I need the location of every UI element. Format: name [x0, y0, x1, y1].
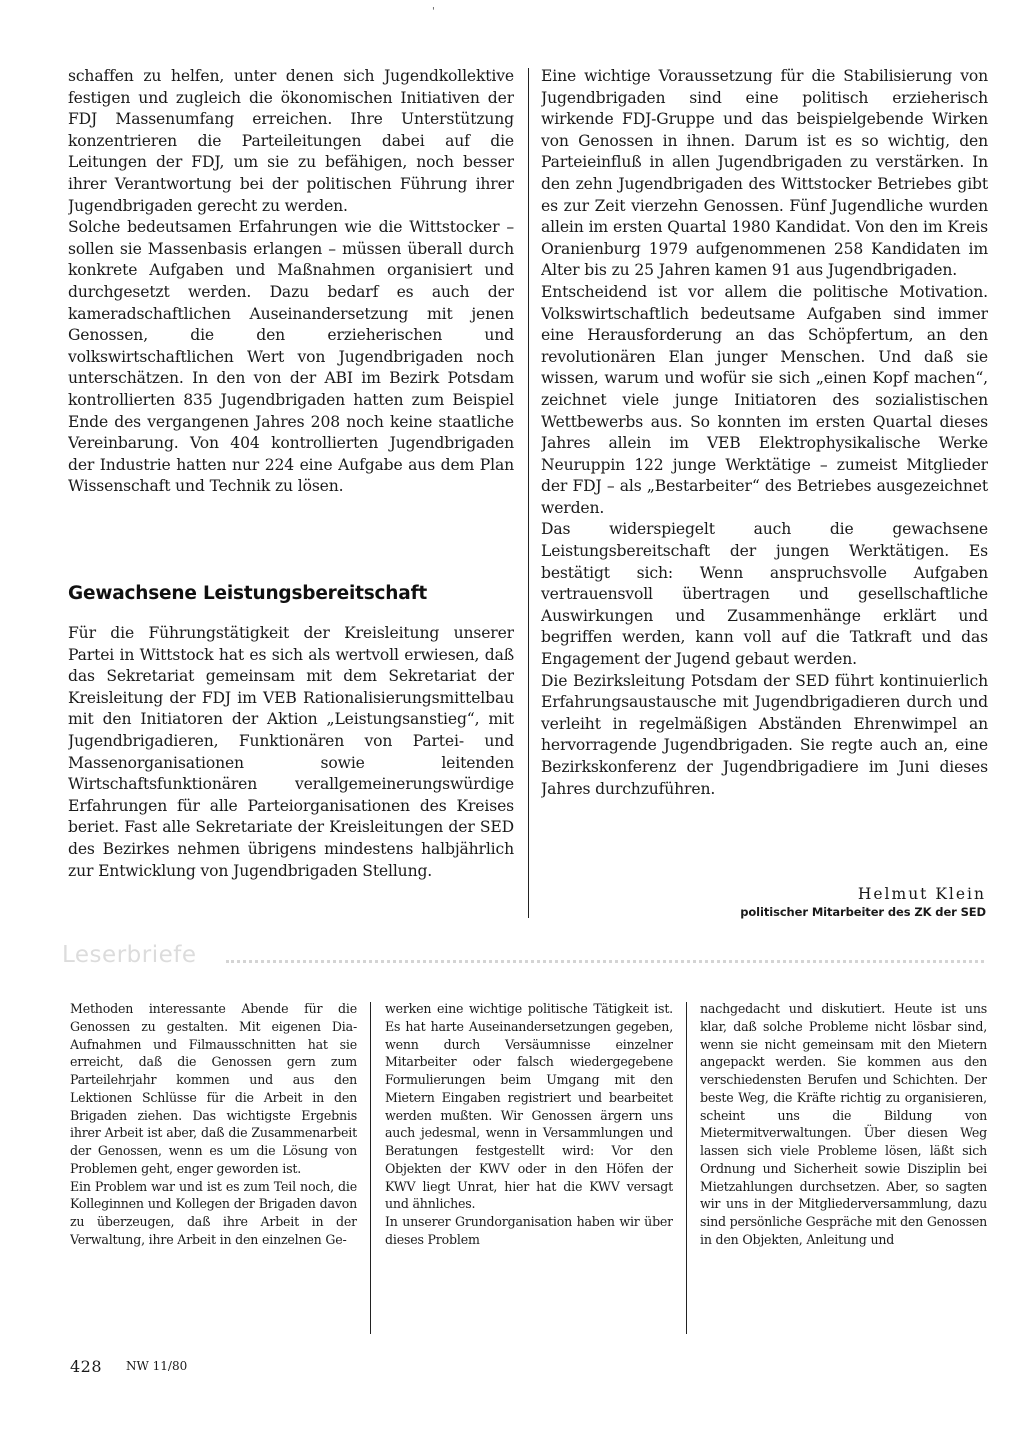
column-divider — [528, 68, 529, 918]
letter-paragraph: werken eine wichtige politische Tätigkeit ist. Es hat harte Auseinandersetzungen gegeben, wenn durch Versäumnisse einzelner Mitarbeiter oder falsch wiedergegebene Formulierungen beim Umgang mit den Mietern Eingaben registriert und bearbeitet werden mußten. Wir Genossen ärgern uns auch jedesmal, wenn in Versammlungen und Beratungen festgestellt wird: Vor den Objekten der KWV oder in den Höfen der KWV liegt Unrat, hier hat die KWV versagt und ähnliches. — [385, 1001, 673, 1212]
article-column-left-lower — [68, 623, 514, 925]
section-title: Leserbriefe — [62, 942, 197, 968]
letter-paragraph: nachgedacht und diskutiert. Heute ist uns klar, daß solche Probleme nicht lösbar sind, wenn sie nicht gemeinsam mit den Mietern angepackt werden. Sie kommen aus den verschiedensten Berufen und Schichten. Der beste Weg, die Kräfte richtig zu organisieren, scheint uns die Bildung von Mietermitverwaltungen. Über diesen Weg lassen sich viele Probleme lösen, läßt sich Ordnung und Sicherheit sowie Disziplin bei Mietzahlungen durchsetzen. Aber, so sagten wir uns in der Mitgliederversammlung, dazu sind persönliche Gespräche mit den Genossen in den Objekten, Anleitung und — [700, 1001, 987, 1247]
letter-paragraph: Ein Problem war und ist es zum Teil noch, die Kolleginnen und Kollegen der Brigaden davon zu überzeugen, daß ihre Arbeit in der Verwaltung, ihre Arbeit in den einzelnen Ge- — [70, 1178, 357, 1247]
letters-column-3 — [700, 1000, 987, 1338]
page-number: 428 — [70, 1357, 103, 1376]
letter-paragraph: In unserer Grundorganisation haben wir über dieses Problem — [385, 1214, 673, 1247]
section-divider — [226, 960, 984, 963]
letter-paragraph: Methoden interessante Abende für die Genossen zu gestalten. Mit eigenen Dia-Aufnahmen und Filmausschnitten hat sie erreicht, daß die Genossen gern zum Parteilehrjahr kommen und aus den Lektionen Schlüsse für die Arbeit in den Brigaden ziehen. Das wichtigste Ergebnis ihrer Arbeit ist aber, daß die Zusammenarbeit der Genossen, wenn es um die Lösung von Problemen geht, enger geworden ist. — [70, 1001, 357, 1176]
author-name: Helmut Klein — [857, 885, 986, 903]
top-marker: ' — [432, 6, 435, 17]
article-paragraph: Für die Führungstätigkeit der Kreisleitung unserer Partei in Wittstock hat es sich als wertvoll erwiesen, daß das Sekretariat gemeinsam mit dem Sekretariat der Kreisleitung der FDJ im VEB Rationalisierungsmittelbau mit den Initiatoren der Aktion „Leistungsanstieg“, mit Jugendbrigadieren, Funktionären von Partei- und Massenorganisationen sowie leitenden Wirtschaftsfunktionären verallgemeinerungswürdige Erfahrungen für alle Parteiorganisationen des Kreises beriet. Fast alle Sekretariate der Kreisleitungen der SED des Bezirkes nehmen übrigens mindestens halbjährlich zur Entwicklung von Jugendbrigaden Stellung. — [68, 624, 514, 880]
article-paragraph: Solche bedeutsamen Erfahrungen wie die Wittstocker – sollen sie Massenbasis erlangen – müssen überall durch konkrete Aufgaben und Maßnahmen organisiert und durchgesetzt werden. Dazu bedarf es auch der kameradschaftlichen Auseinandersetzung mit jenen Genossen, die den erzieherischen und volkswirtschaftlichen Wert von Jugendbrigaden noch unterschätzen. In den von der ABI im Bezirk Potsdam kontrollierten 835 Jugendbrigaden hatten zum Beispiel Ende des vergangenen Jahres 208 noch keine staatliche Vereinbarung. Von 404 kontrollierten Jugendbrigaden der Industrie hatten nur 224 eine Aufgabe aus dem Plan Wissenschaft und Technik zu lösen. — [68, 218, 514, 496]
article-column-right — [541, 66, 988, 882]
article-paragraph: Entscheidend ist vor allem die politische Motivation. Volkswirtschaftlich bedeutsame Aufgaben sind immer eine Herausforderung an das Schöpfertum, an den revolutionären Elan junger Menschen. Und daß sie wissen, warum und wofür sie sich „einen Kopf machen“, zeichnet viele junge Initiatoren des sozialistischen Wettbewerbs aus. So konnten im ersten Quartal dieses Jahres allein im VEB Elektrophysikalische Werke Neuruppin 122 junge Werktätige – zumeist Mitglieder der FDJ – als „Bestarbeiter“ des Betriebes ausgezeichnet werden. — [541, 282, 988, 517]
column-divider — [686, 1002, 687, 1334]
article-paragraph: Eine wichtige Voraussetzung für die Stabilisierung von Jugendbrigaden sind eine politisch erzieherisch wirkende FDJ-Gruppe und das beispielgebende Wirken von Genossen in ihnen. Darum ist es so wichtig, den Parteieinfluß in allen Jugendbrigaden zu verstärken. In den zehn Jugendbrigaden des Wittstocker Betriebes gibt es zur Zeit vierzehn Genossen. Fünf Jugendliche wurden allein im ersten Quartal 1980 Kandidat. Von den im Kreis Oranienburg 1979 aufgenommenen 258 Kandidaten im Alter bis zu 25 Jahren kamen 91 aus Jugendbrigaden. — [541, 67, 988, 280]
issue-label: NW 11/80 — [126, 1359, 188, 1373]
letters-column-2 — [385, 1000, 673, 1338]
article-paragraph: Das widerspiegelt auch die gewachsene Leistungsbereitschaft der jungen Werktätigen. Es bestätigt sich: Wenn anspruchsvolle Aufgaben vertrauensvoll übertragen und gesellschaftliche Auswirkungen und Zusammenhänge erklärt und begriffen werden, kann voll auf die Tatkraft und das Engagement der Jugend gebaut werden. — [541, 520, 988, 669]
column-divider — [370, 1002, 371, 1334]
article-paragraph: Die Bezirksleitung Potsdam der SED führt kontinuierlich Erfahrungsaustausche mit Jugendbrigadieren durch und verleiht in regelmäßigen Abständen Ehrenwimpel an hervorragende Jugendbrigaden. Sie regte auch an, eine Bezirkskonferenz der Jugendbrigadiere im Juni dieses Jahres durchzuführen. — [541, 671, 988, 798]
article-column-left — [68, 66, 514, 574]
author-role: politischer Mitarbeiter des ZK der SED — [740, 905, 986, 919]
letters-column-1 — [70, 1000, 357, 1338]
article-subheading: Gewachsene Leistungsbereitschaft — [68, 583, 428, 604]
article-paragraph: schaffen zu helfen, unter denen sich Jugendkollektive festigen und zugleich die ökonomischen Initiativen der FDJ Massenumfang erreichen. Ihre Unterstützung konzentrieren die Parteileitungen dabei auf die Leitungen der FDJ, um sie zu befähigen, noch besser ihrer Verantwortung bei der politischen Führung ihrer Jugendbrigaden gerecht zu werden. — [68, 67, 514, 215]
